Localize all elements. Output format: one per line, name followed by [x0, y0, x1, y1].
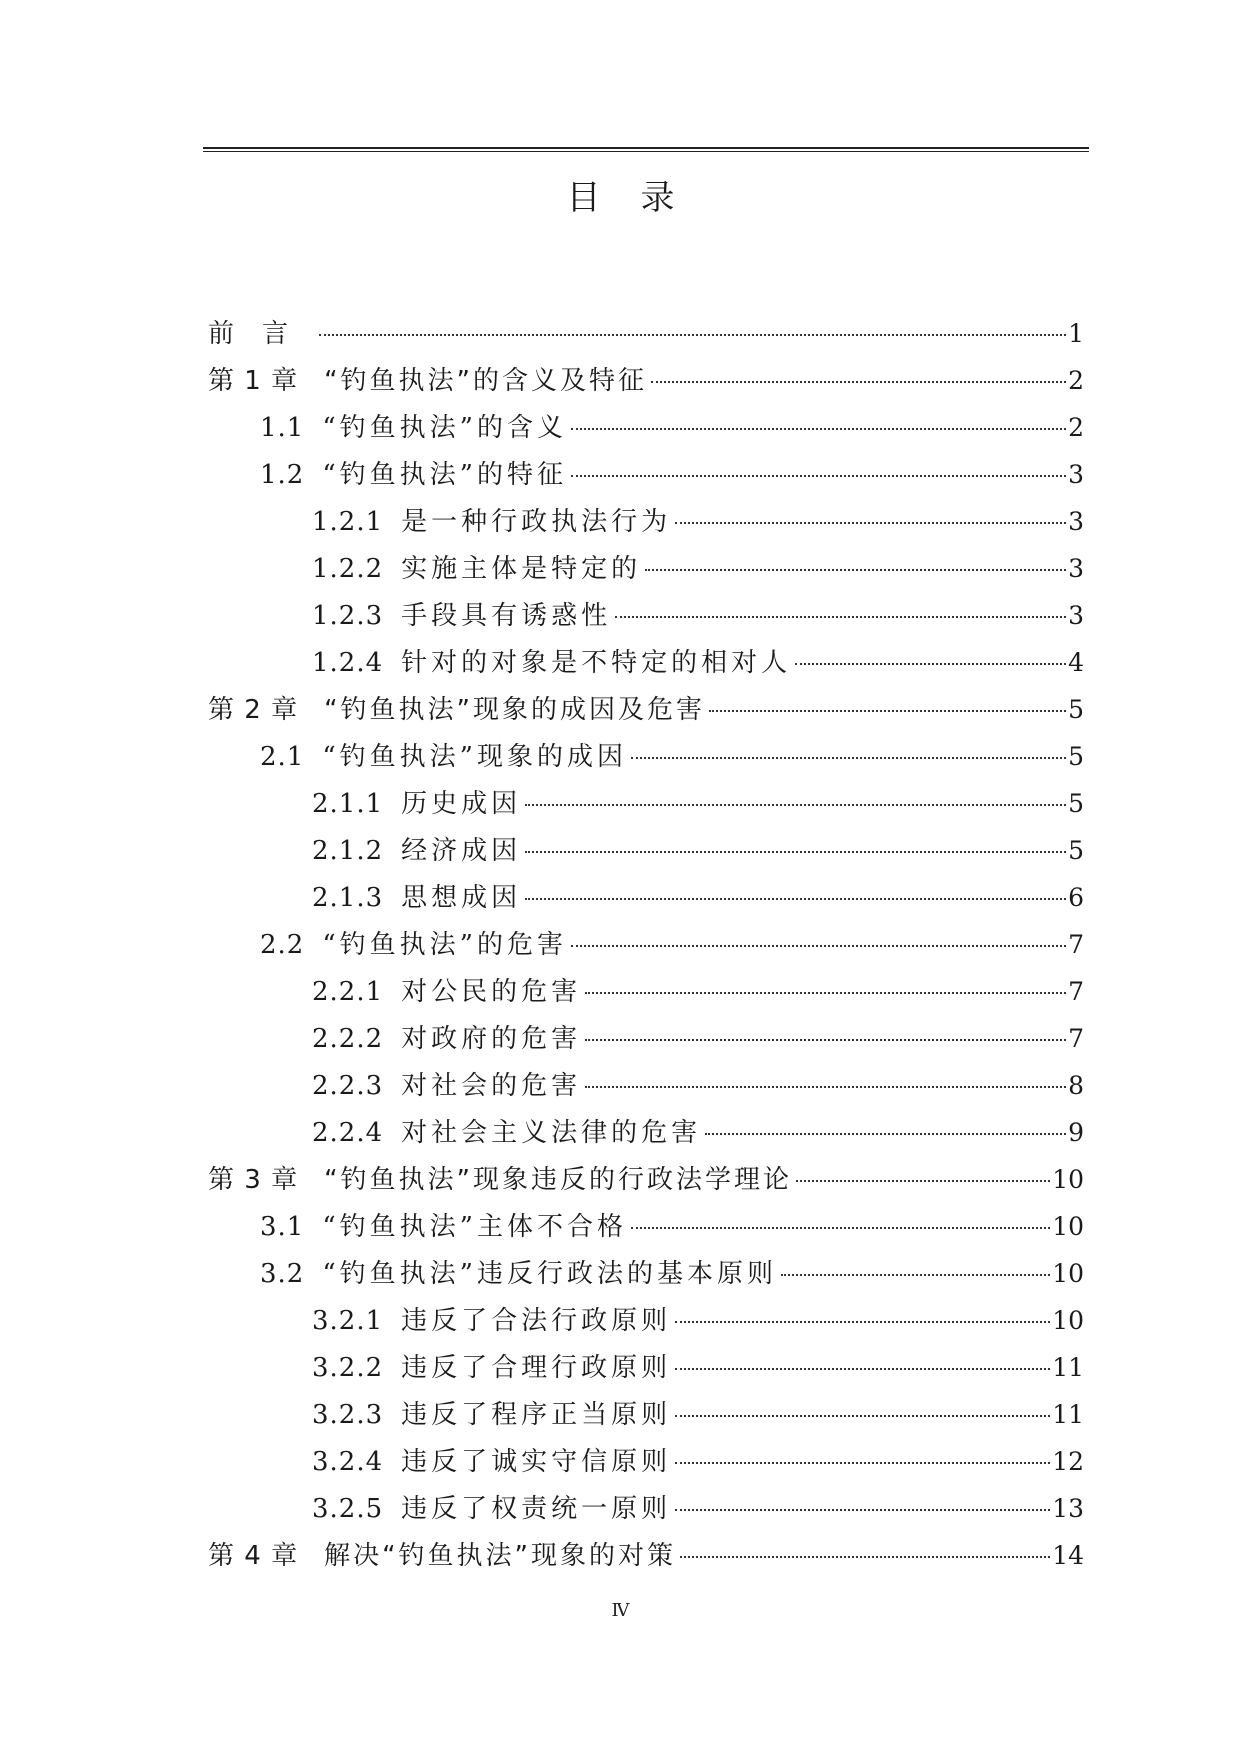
- header-rule-bottom: [203, 151, 1089, 152]
- toc-entry[interactable]: [208, 1203, 1084, 1250]
- toc-entry-title: “钓鱼执法”主体不合格: [322, 1212, 627, 1242]
- toc-entry-page-number: 10: [1052, 1306, 1084, 1335]
- toc-entry-title: 历史成因: [401, 789, 522, 819]
- toc-entry-number: 3.2.2: [312, 1353, 384, 1383]
- toc-entry-title: 对社会的危害: [401, 1071, 582, 1101]
- toc-entry-page-number: 3: [1068, 460, 1084, 489]
- toc-entry-number: 3.2.5: [312, 1494, 384, 1524]
- toc-entry-page-number: 14: [1052, 1541, 1084, 1570]
- toc-dot-leader: [675, 1415, 1050, 1417]
- toc-entry-title: 是一种行政执法行为: [401, 507, 672, 537]
- toc-entry[interactable]: [208, 1391, 1084, 1438]
- toc-entry[interactable]: [208, 451, 1084, 498]
- toc-entry[interactable]: [208, 1485, 1084, 1532]
- toc-entry-title: 针对的对象是不特定的相对人: [401, 648, 792, 678]
- toc-entry-page-number: 10: [1052, 1212, 1084, 1241]
- toc-entry-title: 思想成因: [401, 883, 522, 913]
- toc-entry[interactable]: [208, 1109, 1084, 1156]
- toc-entry-page-number: 7: [1068, 1024, 1084, 1053]
- toc-dot-leader: [675, 1368, 1050, 1370]
- toc-entry-number: 3.2.1: [312, 1306, 384, 1336]
- toc-entry-page-number: 13: [1052, 1494, 1084, 1523]
- toc-entry-page-number: 10: [1052, 1165, 1084, 1194]
- toc-entry-number: 2.2.4: [312, 1118, 384, 1148]
- toc-entry-title: 解决“钓鱼执法”现象的对策: [324, 1541, 677, 1571]
- footer-page-number: Ⅳ: [611, 1600, 630, 1621]
- toc-entry-title: 经济成因: [401, 836, 522, 866]
- toc-entry-number: 2.2.3: [312, 1071, 384, 1101]
- toc-entry-page-number: 11: [1052, 1400, 1084, 1429]
- toc-entry-number: 前 言: [208, 319, 290, 349]
- header-rule-top: [203, 147, 1089, 149]
- toc-dot-leader: [651, 381, 1066, 383]
- toc-dot-leader: [631, 757, 1066, 759]
- toc-entry[interactable]: [208, 1062, 1084, 1109]
- toc-entry-number: 第 2 章: [208, 695, 299, 725]
- toc-entry-title: 违反了权责统一原则: [401, 1494, 672, 1524]
- toc-entry[interactable]: [208, 921, 1084, 968]
- toc-entry[interactable]: [208, 310, 1084, 357]
- toc-entry-page-number: 5: [1068, 742, 1084, 771]
- toc-entry-page-number: 9: [1068, 1118, 1084, 1147]
- toc-dot-leader: [319, 334, 1066, 336]
- page-title: 目录: [566, 178, 715, 218]
- toc-dot-leader: [796, 1180, 1050, 1182]
- toc-dot-leader: [631, 1227, 1050, 1229]
- toc-entry[interactable]: [208, 1438, 1084, 1485]
- toc-entry-title: 对社会主义法律的危害: [401, 1118, 702, 1148]
- toc-dot-leader: [585, 1039, 1066, 1041]
- toc-entry[interactable]: [208, 498, 1084, 545]
- toc-entry-number: 1.1: [260, 413, 305, 443]
- toc-entry-page-number: 11: [1052, 1353, 1084, 1382]
- toc-entry-page-number: 2: [1068, 366, 1084, 395]
- toc-entry-title: “钓鱼执法”的含义: [322, 413, 567, 443]
- toc-entry-page-number: 6: [1068, 883, 1084, 912]
- toc-dot-leader: [615, 616, 1066, 618]
- toc-entry-number: 1.2: [260, 460, 305, 490]
- toc-dot-leader: [525, 851, 1066, 853]
- toc-dot-leader: [585, 992, 1066, 994]
- toc-entry-number: 2.2.1: [312, 977, 384, 1007]
- toc-entry-title: 实施主体是特定的: [401, 554, 642, 584]
- toc-dot-leader: [525, 804, 1066, 806]
- toc-dot-leader: [645, 569, 1066, 571]
- toc-dot-leader: [525, 898, 1066, 900]
- toc-entry-title: 违反了合理行政原则: [401, 1353, 672, 1383]
- toc-entry-title: 违反了程序正当原则: [401, 1400, 672, 1430]
- toc-entry[interactable]: [208, 1532, 1084, 1579]
- toc-entry[interactable]: [208, 780, 1084, 827]
- toc-entry-title: “钓鱼执法”现象违反的行政法学理论: [324, 1165, 793, 1195]
- toc-entry[interactable]: [208, 686, 1084, 733]
- toc-entry[interactable]: [208, 968, 1084, 1015]
- toc-entry-number: 第 4 章: [208, 1541, 299, 1571]
- toc-entry-number: 第 3 章: [208, 1165, 299, 1195]
- toc-entry-title: “钓鱼执法”的危害: [322, 930, 567, 960]
- toc-entry[interactable]: [208, 733, 1084, 780]
- toc-dot-leader: [705, 1133, 1066, 1135]
- toc-entry-title: 违反了诚实守信原则: [401, 1447, 672, 1477]
- toc-entry[interactable]: [208, 639, 1084, 686]
- toc-entry-page-number: 3: [1068, 601, 1084, 630]
- toc-entry-title: “钓鱼执法”的含义及特征: [324, 366, 648, 396]
- toc-entry-page-number: 2: [1068, 413, 1084, 442]
- toc-entry-number: 1.2.4: [312, 648, 384, 678]
- toc-dot-leader: [781, 1274, 1050, 1276]
- toc-entry-page-number: 10: [1052, 1259, 1084, 1288]
- toc-entry-title: 违反了合法行政原则: [401, 1306, 672, 1336]
- toc-dot-leader: [675, 1321, 1050, 1323]
- toc-entry-number: 3.1: [260, 1212, 305, 1242]
- toc-entry[interactable]: [208, 1297, 1084, 1344]
- toc-dot-leader: [675, 522, 1066, 524]
- toc-entry-title: “钓鱼执法”现象的成因: [322, 742, 627, 772]
- toc-dot-leader: [571, 945, 1066, 947]
- toc-entry[interactable]: [208, 404, 1084, 451]
- toc-entry-page-number: 4: [1068, 648, 1084, 677]
- toc-entry[interactable]: [208, 1250, 1084, 1297]
- toc-entry-page-number: 1: [1068, 319, 1084, 348]
- toc-entry-page-number: 7: [1068, 977, 1084, 1006]
- toc-dot-leader: [571, 428, 1066, 430]
- toc-entry[interactable]: [208, 592, 1084, 639]
- table-of-contents: [208, 310, 1084, 1579]
- toc-dot-leader: [709, 710, 1066, 712]
- toc-entry-number: 1.2.1: [312, 507, 384, 537]
- toc-entry-title: “钓鱼执法”现象的成因及危害: [324, 695, 706, 725]
- toc-dot-leader: [571, 475, 1066, 477]
- toc-entry-number: 2.1.1: [312, 789, 384, 819]
- toc-dot-leader: [675, 1509, 1050, 1511]
- toc-entry[interactable]: [208, 874, 1084, 921]
- toc-entry[interactable]: [208, 545, 1084, 592]
- toc-entry-number: 2.1.2: [312, 836, 384, 866]
- toc-entry-page-number: 5: [1068, 836, 1084, 865]
- toc-entry-number: 2.2.2: [312, 1024, 384, 1054]
- toc-entry-page-number: 5: [1068, 695, 1084, 724]
- toc-entry-page-number: 12: [1052, 1447, 1084, 1476]
- toc-entry-page-number: 3: [1068, 554, 1084, 583]
- toc-entry[interactable]: [208, 1156, 1084, 1203]
- toc-entry-title: “钓鱼执法”违反行政法的基本原则: [322, 1259, 777, 1289]
- toc-entry-title: 对公民的危害: [401, 977, 582, 1007]
- toc-entry-number: 2.1: [260, 742, 305, 772]
- toc-entry[interactable]: [208, 827, 1084, 874]
- toc-entry-page-number: 7: [1068, 930, 1084, 959]
- toc-entry-page-number: 8: [1068, 1071, 1084, 1100]
- toc-entry-title: 手段具有诱惑性: [401, 601, 612, 631]
- toc-dot-leader: [585, 1086, 1066, 1088]
- toc-entry-number: 3.2.3: [312, 1400, 384, 1430]
- toc-entry-title: “钓鱼执法”的特征: [322, 460, 567, 490]
- toc-entry-number: 第 1 章: [208, 366, 299, 396]
- toc-entry-title: 对政府的危害: [401, 1024, 582, 1054]
- toc-entry-number: 2.2: [260, 930, 305, 960]
- toc-entry-number: 3.2.4: [312, 1447, 384, 1477]
- toc-entry[interactable]: [208, 1344, 1084, 1391]
- toc-entry[interactable]: [208, 357, 1084, 404]
- toc-dot-leader: [795, 663, 1066, 665]
- toc-entry-number: 3.2: [260, 1259, 305, 1289]
- toc-entry-number: 2.1.3: [312, 883, 384, 913]
- toc-dot-leader: [675, 1462, 1050, 1464]
- toc-entry-number: 1.2.2: [312, 554, 384, 584]
- toc-entry-page-number: 5: [1068, 789, 1084, 818]
- toc-dot-leader: [680, 1556, 1050, 1558]
- toc-entry-number: 1.2.3: [312, 601, 384, 631]
- toc-entry-page-number: 3: [1068, 507, 1084, 536]
- toc-entry[interactable]: [208, 1015, 1084, 1062]
